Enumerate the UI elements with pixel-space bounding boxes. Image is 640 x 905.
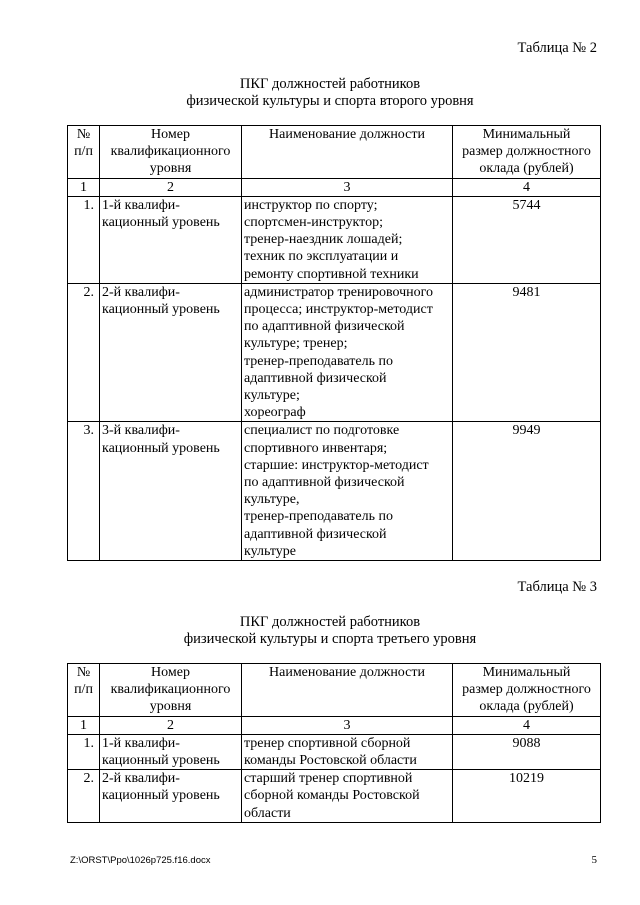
position-text: тренер-наездник лошадей; — [244, 232, 403, 248]
qualification-level — [100, 196, 242, 283]
position-names — [242, 196, 453, 283]
row-number: 1. — [68, 196, 100, 283]
table-2 — [67, 125, 601, 561]
column-number: 4 — [453, 716, 601, 734]
position-text: тренер-преподаватель по — [244, 509, 393, 525]
header-text: Минимальный — [482, 665, 571, 680]
header-text: размер должностного — [462, 144, 591, 160]
salary-value: 5744 — [453, 196, 601, 283]
table-row — [68, 422, 601, 561]
header-text: п/п — [74, 144, 93, 160]
header-text: уровня — [149, 699, 192, 715]
level-text: кационный уровень — [102, 215, 220, 231]
table-row — [68, 283, 601, 422]
qualification-level — [100, 770, 242, 823]
position-text: администратор тренировочного — [244, 284, 434, 300]
row-number: 3. — [68, 422, 100, 561]
table-3-title-line-2: физической культуры и спорта третьего уровня — [183, 631, 477, 647]
position-text: спортивного инвентаря; — [244, 440, 388, 456]
column-number: 2 — [100, 716, 242, 734]
position-text: ремонту спортивной техники — [244, 266, 419, 282]
header-text: уровня — [149, 161, 192, 177]
position-text: адаптивной физической — [244, 526, 387, 542]
header-position-cell — [242, 126, 453, 179]
header-text: Наименование должности — [269, 665, 425, 680]
header-text: квалификационного — [110, 682, 231, 698]
position-text: культуре; — [244, 388, 300, 404]
table-3-header-row — [68, 664, 601, 717]
level-text: кационный уровень — [102, 753, 220, 769]
position-text: культуре — [244, 543, 296, 559]
level-text: 1-й квалифи- — [102, 735, 180, 751]
salary-value: 9088 — [453, 734, 601, 769]
position-text: сборной команды Ростовской — [244, 788, 420, 804]
column-number: 1 — [68, 716, 100, 734]
column-number: 2 — [100, 178, 242, 196]
position-text: тренер спортивной сборной — [244, 735, 411, 751]
level-text: кационный уровень — [102, 302, 220, 318]
position-text: процесса; инструктор-методист — [244, 302, 433, 318]
table-row — [68, 770, 601, 823]
position-text: культуре, — [244, 492, 300, 508]
table-2-title-line-2: физической культуры и спорта второго уровня — [186, 93, 474, 109]
table-2-label: Таблица № 2 — [517, 40, 597, 56]
level-text: кационный уровень — [102, 788, 220, 804]
header-text: п/п — [74, 682, 93, 698]
table-2-title-line-1: ПКГ должностей работников — [239, 76, 421, 92]
header-text: оклада (рублей) — [479, 161, 574, 177]
table-row — [68, 196, 601, 283]
header-text: № — [76, 665, 91, 680]
position-names — [242, 283, 453, 422]
header-text: Наименование должности — [269, 127, 425, 142]
table-3 — [67, 663, 601, 823]
header-number-cell — [68, 664, 100, 717]
header-text: Номер — [151, 127, 190, 142]
header-text: квалификационного — [110, 144, 231, 160]
table-2-title — [60, 76, 600, 110]
position-text: старший тренер спортивной — [244, 771, 413, 787]
row-number: 2. — [68, 283, 100, 422]
position-names — [242, 422, 453, 561]
qualification-level — [100, 422, 242, 561]
level-text: 2-й квалифи- — [102, 771, 180, 787]
position-text: тренер-преподаватель по — [244, 353, 393, 369]
header-text: размер должностного — [462, 682, 591, 698]
level-text: 3-й квалифи- — [102, 423, 180, 439]
position-text: команды Ростовской области — [244, 753, 417, 769]
position-names — [242, 770, 453, 823]
header-position-cell — [242, 664, 453, 717]
column-number: 1 — [68, 178, 100, 196]
table-2-column-numbers-row — [68, 178, 601, 196]
table-3-label: Таблица № 3 — [517, 579, 597, 595]
page-number: 5 — [591, 854, 597, 866]
header-salary-cell — [453, 126, 601, 179]
position-text: спортсмен-инструктор; — [244, 215, 383, 231]
qualification-level — [100, 283, 242, 422]
position-text: по адаптивной физической — [244, 319, 405, 335]
header-salary-cell — [453, 664, 601, 717]
header-level-cell — [100, 126, 242, 179]
position-text: инструктор по спорту; — [244, 197, 378, 213]
position-text: специалист по подготовке — [244, 423, 400, 439]
salary-value: 9949 — [453, 422, 601, 561]
salary-value: 10219 — [453, 770, 601, 823]
position-text: хореограф — [244, 405, 306, 421]
header-number-cell — [68, 126, 100, 179]
header-text: оклада (рублей) — [479, 699, 574, 715]
level-text: 2-й квалифи- — [102, 284, 180, 300]
row-number: 1. — [68, 734, 100, 769]
header-text: № — [76, 127, 91, 142]
table-row — [68, 734, 601, 769]
salary-value: 9481 — [453, 283, 601, 422]
position-text: культуре; тренер; — [244, 336, 348, 352]
level-text: 1-й квалифи- — [102, 197, 180, 213]
position-text: техник по эксплуатации и — [244, 249, 399, 265]
position-text: адаптивной физической — [244, 370, 387, 386]
file-path-footer: Z:\ORST\Ppo\1026p725.f16.docx — [70, 855, 211, 866]
row-number: 2. — [68, 770, 100, 823]
column-number: 4 — [453, 178, 601, 196]
header-text: Минимальный — [482, 127, 571, 142]
position-text: области — [244, 805, 291, 821]
table-2-header-row — [68, 126, 601, 179]
header-level-cell — [100, 664, 242, 717]
column-number: 3 — [242, 178, 453, 196]
position-names — [242, 734, 453, 769]
position-text: старшие: инструктор-методист — [244, 457, 429, 473]
table-3-title-line-1: ПКГ должностей работников — [239, 614, 421, 630]
table-3-title — [60, 614, 600, 648]
level-text: кационный уровень — [102, 440, 220, 456]
table-3-column-numbers-row — [68, 716, 601, 734]
position-text: по адаптивной физической — [244, 475, 405, 491]
header-text: Номер — [151, 665, 190, 680]
column-number: 3 — [242, 716, 453, 734]
qualification-level — [100, 734, 242, 769]
